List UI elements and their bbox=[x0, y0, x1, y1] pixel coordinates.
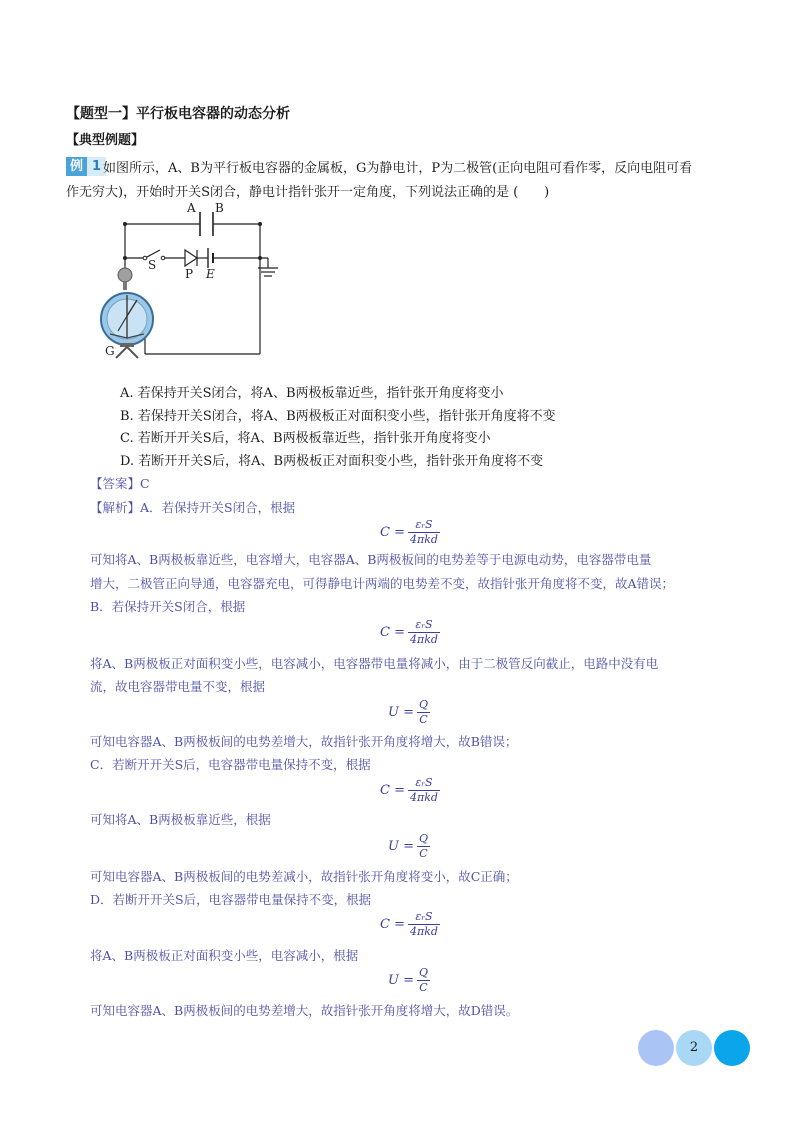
sub-title: 【典型例题】 bbox=[66, 133, 145, 148]
analysis-line: 可知将A、B两极板靠近些，电容增大，电容器A、B两极板间的电势差等于电源电动势，电容器带电量 bbox=[90, 552, 652, 567]
page-number-badge bbox=[638, 1030, 750, 1066]
electrometer-knob bbox=[118, 268, 132, 282]
formula-voltage: U = $\frac{Q}{C}$ bbox=[388, 966, 429, 994]
analysis-line: 流，故电容器带电量不变，根据 bbox=[90, 679, 266, 694]
options-list bbox=[120, 383, 556, 473]
decor-circle-1 bbox=[638, 1030, 674, 1066]
analysis-line: 将A、B两极板正对面积变小些，电容减小，电容器带电量将减小，由于二极管反向截止，电路中没有电 bbox=[90, 656, 659, 671]
page-number: 2 bbox=[689, 1040, 699, 1055]
analysis-line: 可知电容器A、B两极板间的电势差减小，故指针张开角度将变小，故C正确； bbox=[90, 869, 518, 884]
analysis-line: 【解析】A．若保持开关S闭合，根据 bbox=[90, 500, 296, 515]
formula-voltage: U = $\frac{Q}{C}$ bbox=[388, 832, 429, 860]
formula-capacitance: C = $\frac{\text{εᵣS}}{\text{4πkd}}$ bbox=[380, 910, 438, 938]
question-line: 作无穷大)，开始时开关S闭合，静电计指针张开一定角度，下列说法正确的是 ( ) bbox=[66, 185, 550, 200]
analysis-line: C．若断开开关S后，电容器带电量保持不变，根据 bbox=[90, 757, 371, 772]
analysis-line: 可知电容器A、B两极板间的电势差增大，故指针张开角度将增大，故D错误。 bbox=[90, 1003, 519, 1018]
analysis-line: D．若断开开关S后，电容器带电量保持不变，根据 bbox=[90, 892, 372, 907]
label-g: G bbox=[105, 344, 115, 358]
option-a: A. 若保持开关S闭合，将A、B两极板靠近些，指针张开角度将变小 bbox=[120, 386, 504, 401]
answer: 【答案】C bbox=[90, 476, 150, 491]
formula-capacitance: C = $\frac{\text{εᵣS}}{\text{4πkd}}$ bbox=[380, 618, 438, 646]
option-b: B. 若保持开关S闭合，将A、B两极板正对面积变小些，指针张开角度将不变 bbox=[120, 408, 556, 424]
label-a: A bbox=[187, 201, 196, 215]
formula-capacitance: C = $\frac{\text{εᵣS}}{\text{4πkd}}$ bbox=[380, 518, 438, 546]
analysis-line: 可知将A、B两极板靠近些，根据 bbox=[90, 812, 271, 827]
decor-circle-3 bbox=[714, 1030, 750, 1066]
analysis-line: B．若保持开关S闭合，根据 bbox=[90, 599, 246, 614]
label-b: B bbox=[215, 201, 224, 215]
switch-lever bbox=[145, 250, 160, 258]
analysis-line: 将A、B两极板正对面积变小些，电容减小，根据 bbox=[90, 948, 359, 963]
diode-symbol bbox=[185, 250, 197, 266]
example-label: 例 bbox=[66, 157, 87, 176]
question-line: 如图所示，A、B为平行板电容器的金属板，G为静电计，P为二极管(正向电阻可看作零，反向电阻可看 bbox=[103, 161, 693, 176]
example-badge bbox=[66, 157, 106, 176]
formula-capacitance: C = $\frac{\text{εᵣS}}{\text{4πkd}}$ bbox=[380, 776, 438, 804]
analysis-line: 可知电容器A、B两极板间的电势差增大，故指针张开角度将增大，故B错误； bbox=[90, 734, 518, 749]
analysis-line: 增大，二极管正向导通，电容器充电，可得静电计两端的电势差不变，故指针张开角度将不变，故A错误； bbox=[90, 576, 675, 591]
label-s: S bbox=[148, 258, 157, 272]
electrometer-stand bbox=[116, 347, 138, 358]
option-d: D. 若断开开关S后，将A、B两极板正对面积变小些，指针张开角度将不变 bbox=[120, 453, 544, 469]
example-number: 1 bbox=[87, 157, 106, 176]
formula-voltage: U = $\frac{Q}{C}$ bbox=[388, 698, 429, 726]
circuit-diagram bbox=[90, 198, 290, 368]
label-p: P bbox=[185, 267, 194, 281]
section-title: 【题型一】平行板电容器的动态分析 bbox=[66, 106, 290, 122]
option-c: C. 若断开开关S后，将A、B两极板靠近些，指针张开角度将变小 bbox=[120, 431, 491, 446]
label-e: E bbox=[206, 267, 215, 281]
